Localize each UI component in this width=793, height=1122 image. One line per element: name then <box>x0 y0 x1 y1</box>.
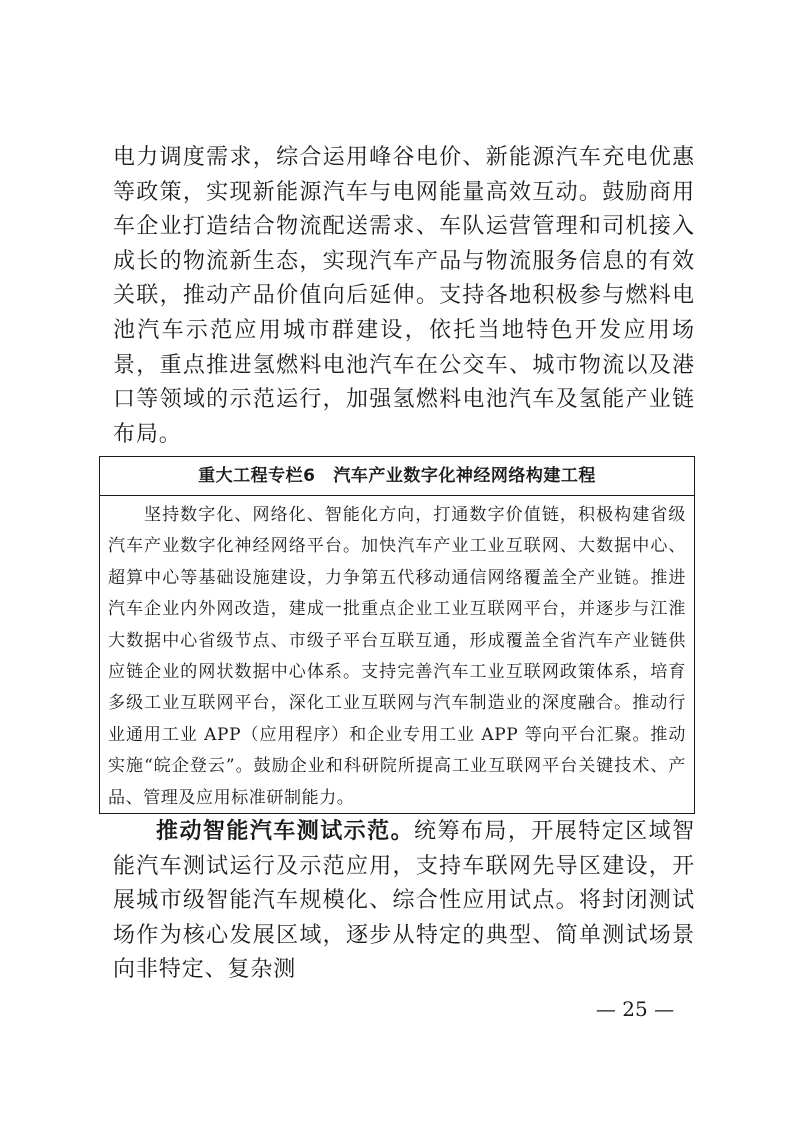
feature-box-heading: 汽车产业数字化神经网络构建工程 <box>333 466 596 486</box>
feature-box-label: 重大工程专栏6 <box>198 466 316 486</box>
feature-box-body: 坚持数字化、网络化、智能化方向，打通数字价值链，积极构建省级汽车产业数字化神经网络平台。加快汽车产业工业互联网、大数据中心、超算中心等基础设施建设，力争第五代移动通信网络覆盖全产业链。推进汽车企业内外网改造，建成一批重点企业工业互联网平台，并逐步与江淮大数据中心省级节点、市级子平台互联互通，形成覆盖全省汽车产业链供应链企业的网状数据中心体系。支持完善汽车工业互联网政策体系，培育多级工业互联网平台，深化工业互联网与汽车制造业的深度融合。推动行业通用工业 APP（应用程序）和企业专用工业 APP 等向平台汇聚。推动实施“皖企登云”。鼓励企业和科研院所提高工业互联网平台关键技术、产品、管理及应用标准研制能力。 <box>108 505 686 808</box>
paragraph-lead-heading: 推动智能汽车测试示范。 <box>156 819 415 844</box>
paragraph-2-text: 统筹布局，开展特定区域智能汽车测试运行及示范应用，支持车联网先导区建设，开展城市级智能汽车规模化、综合性应用试点。将封闭测试场作为核心发展区域，逐步从特定的典型、简单测试场景向非特定、复杂测 <box>113 819 695 983</box>
body-paragraph-2 <box>113 815 695 988</box>
feature-box <box>99 456 695 814</box>
body-paragraph-1: 电力调度需求，综合运用峰谷电价、新能源汽车充电优惠等政策，实现新能源汽车与电网能量高效互动。鼓励商用车企业打造结合物流配送需求、车队运营管理和司机接入成长的物流新生态，实现汽车产品与物流服务信息的有效关联，推动产品价值向后延伸。支持各地积极参与燃料电池汽车示范应用城市群建设，依托当地特色开发应用场景，重点推进氢燃料电池汽车在公交车、城市物流以及港口等领域的示范运行，加强氢燃料电池汽车及氢能产业链布局。 <box>113 145 695 447</box>
feature-box-title <box>100 457 694 496</box>
page-number: — 25 — <box>595 997 675 1021</box>
